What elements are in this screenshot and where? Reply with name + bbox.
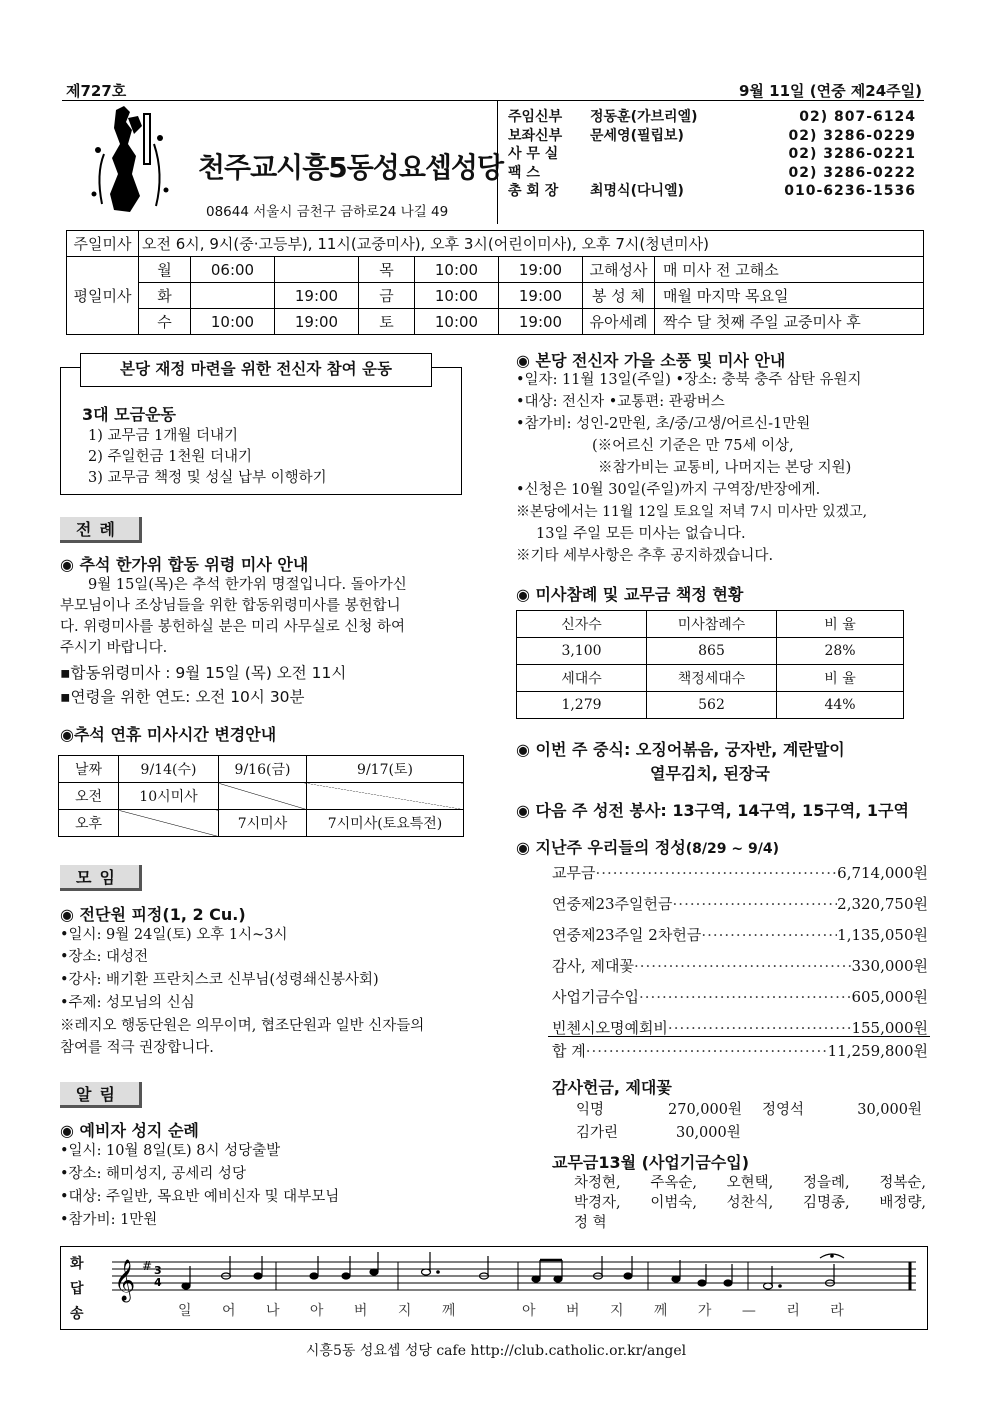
tithe13-title: 교무금13월 (사업기금수입)	[552, 1153, 750, 1172]
contact-row: 보좌신부 문세영(필립보) 02) 3286-0229	[508, 127, 916, 144]
campaign-item: 2) 주일헌금 1천원 더내기	[88, 449, 252, 465]
offering-total-row: 합 계 ····· 11,259,800원	[552, 1036, 928, 1067]
issue-date: 9월 11일 (연중 제24주일)	[739, 82, 922, 100]
memorial-bullet: ▪합동위령미사 : 9월 15일 (목) 오전 11시	[60, 664, 347, 682]
picnic-line: •대상: 전신자 •교통편: 관광버스	[516, 394, 725, 410]
thanks-entry: 김가린 30,000원	[576, 1125, 741, 1141]
contact-row: 총 회 장 최명식(다니엘) 010-6236-1536	[508, 183, 916, 199]
service-duty: ◉ 다음 주 성전 봉사: 13구역, 14구역, 15구역, 1구역	[516, 801, 909, 820]
campaign-item: 1) 교무금 1개월 더내기	[88, 428, 238, 444]
header-divider	[497, 100, 498, 224]
picnic-line: ※기타 세부사항은 추후 공지하겠습니다.	[516, 548, 774, 564]
picnic-line: ※참가비는 교통비, 나머지는 본당 지원)	[598, 460, 852, 476]
picnic-line: •신청은 10월 30일(주일)까지 구역장/반장에게.	[516, 482, 821, 498]
pilgrimage-line: •대상: 주일반, 목요반 예비신자 및 대부모님	[60, 1189, 340, 1205]
retreat-title: ◉ 전단원 피정(1, 2 Cu.)	[60, 905, 246, 924]
picnic-line: •참가비: 성인-2만원, 초/중/고생/어르신-1만원	[516, 416, 811, 432]
campaign-item: 3) 교무금 책정 및 성실 납부 이행하기	[88, 470, 327, 486]
retreat-line: •일시: 9월 24일(토) 오후 1시~3시	[60, 927, 288, 943]
retreat-line: •장소: 대성전	[60, 949, 149, 965]
memorial-para: 부모님이나 조상님들을 위한 합동위령미사를 봉헌합니	[60, 598, 401, 614]
svg-text:4: 4	[154, 1276, 162, 1289]
church-address: 08644 서울시 금천구 금하로24 나길 49	[206, 204, 449, 220]
holiday-schedule-title: ◉추석 연휴 미사시간 변경안내	[60, 725, 277, 744]
offering-row: 사업기금수입 ····· 605,000원	[552, 982, 928, 1013]
church-logo	[84, 104, 176, 216]
footer-cafe-link[interactable]: 시흥5동 성요셉 성당 cafe http://club.catholic.or.kr/angel	[305, 1343, 687, 1359]
church-name: 천주교시흥5동성요셉성당	[198, 151, 504, 184]
offering-row: 연중제23주일헌금 ····· 2,320,750원	[552, 889, 928, 920]
contact-row: 주임신부 정동훈(가브리엘) 02) 807-6124	[508, 109, 916, 125]
svg-text:3: 3	[154, 1264, 162, 1277]
psalm-music-staff	[108, 1252, 920, 1304]
sunday-mass-times: 오전 6시, 9시(중·고등부), 11시(교중미사), 오후 3시(어린이미사), 오후 7시(청년미사)	[139, 231, 924, 257]
section-tag-notice: 알림	[60, 1082, 142, 1108]
picnic-line: 13일 주일 모든 미사는 없습니다.	[536, 526, 746, 542]
pilgrimage-line: •일시: 10월 8일(토) 8시 성당출발	[60, 1143, 281, 1159]
lunch-menu-line1: ◉ 이번 주 중식: 오징어볶음, 궁자반, 계란말이	[516, 740, 845, 759]
svg-text:#: #	[142, 1259, 153, 1273]
offering-row: 연중제23주일 2차헌금 ····· 1,135,050원	[552, 920, 928, 951]
mass-schedule-table: 주일미사 오전 6시, 9시(중·고등부), 11시(교중미사), 오후 3시(어린이미사), 오후 7시(청년미사) 평일미사 월 06:00 목 10:00 19:00 고해성사 매 미사 전 고해소 화 19:00 금 10:00 19:00 봉 성 체 매월 마지막 목요일 수 10:00 19:00 토 10:00 19:00 유아세례 짝수 달 첫째 주일 교중미사 후	[66, 230, 924, 335]
sunday-mass-label: 주일미사	[67, 231, 139, 257]
retreat-line: ※레지오 행동단원은 의무이며, 협조단원과 일반 신자들의	[60, 1018, 425, 1034]
psalm-label: 화 답 송	[70, 1256, 84, 1322]
stats-title: ◉ 미사참례 및 교무금 책정 현황	[516, 585, 744, 604]
picnic-line: •일자: 11월 13일(주일) •장소: 충북 충주 삼탄 유원지	[516, 372, 862, 388]
pilgrimage-line: •참가비: 1만원	[60, 1212, 158, 1228]
offering-title: ◉ 지난주 우리들의 정성(8/29 ~ 9/4)	[516, 838, 779, 857]
psalm-lyrics-1: 일 어 나 아 버 지 께	[178, 1303, 464, 1319]
offering-row: 감사, 제대꽃 ····· 330,000원	[552, 951, 928, 982]
picnic-line: (※어르신 기준은 만 75세 이상,	[592, 438, 794, 454]
picnic-title: ◉ 본당 전신자 가을 소풍 및 미사 안내	[516, 351, 786, 370]
memorial-para: 9월 15일(목)은 추석 한가위 명절입니다. 돌아가신	[88, 577, 407, 593]
section-tag-meeting: 모임	[60, 865, 142, 891]
memorial-para: 주시기 바랍니다.	[60, 640, 168, 656]
retreat-line: •강사: 배기환 프란치스코 신부님(성령쇄신봉사회)	[60, 972, 379, 988]
retreat-line: 참여를 적극 권장합니다.	[60, 1040, 214, 1056]
picnic-line: ※본당에서는 11월 12일 토요일 저녁 7시 미사만 있겠고,	[516, 504, 868, 520]
memorial-bullet: ▪연령을 위한 연도: 오전 10시 30분	[60, 688, 305, 706]
offering-list	[552, 858, 928, 1044]
psalm-lyrics-2: 아 버 지 께 가 — 리 라	[522, 1303, 852, 1319]
holiday-schedule-table: 날짜 9/14(수) 9/16(금) 9/17(토) 오전 10시미사 오후 7시미사 7시미사(토요특전)	[58, 755, 464, 837]
contact-list	[508, 108, 924, 201]
issue-number: 제727호	[66, 82, 127, 100]
pilgrimage-title: ◉ 예비자 성지 순례	[60, 1121, 199, 1140]
tithe13-names: 차정현, 주옥순, 오현택, 정을례, 정복순, 박경자, 이범숙, 성찬식, 김명종, 배정량, 정 혁	[574, 1175, 926, 1231]
memorial-para: 다. 위령미사를 봉헌하실 분은 미리 사무실로 신청 하여	[60, 619, 406, 635]
offering-row: 교무금 ····· 6,714,000원	[552, 858, 928, 889]
section-tag-liturgy: 전례	[60, 517, 142, 543]
memorial-mass-title: ◉ 추석 한가위 합동 위령 미사 안내	[60, 555, 309, 574]
contact-row: 팩 스 02) 3286-0222	[508, 164, 916, 181]
thanks-entry: 익명 270,000원 정영석 30,000원	[576, 1102, 922, 1118]
campaign-title: 본당 재정 마련을 위한 전신자 참여 운동	[80, 353, 432, 387]
weekday-mass-label: 평일미사	[67, 257, 139, 335]
retreat-line: •주제: 성모님의 신심	[60, 995, 195, 1011]
thanks-title: 감사헌금, 제대꽃	[552, 1078, 672, 1097]
contact-row: 사 무 실 02) 3286-0221	[508, 146, 916, 162]
svg-text:𝄞: 𝄞	[114, 1260, 136, 1301]
pilgrimage-line: •장소: 해미성지, 공세리 성당	[60, 1166, 246, 1182]
campaign-subtitle: 3대 모금운동	[82, 405, 176, 424]
stats-table: 신자수 미사참례수 비 율 3,100 865 28% 세대수 책정세대수 비 율 1,279 562 44%	[516, 610, 904, 719]
lunch-menu-line2: 열무김치, 된장국	[650, 764, 770, 783]
offering-row: 빈첸시오명예회비 ····· 155,000원	[552, 1013, 928, 1044]
